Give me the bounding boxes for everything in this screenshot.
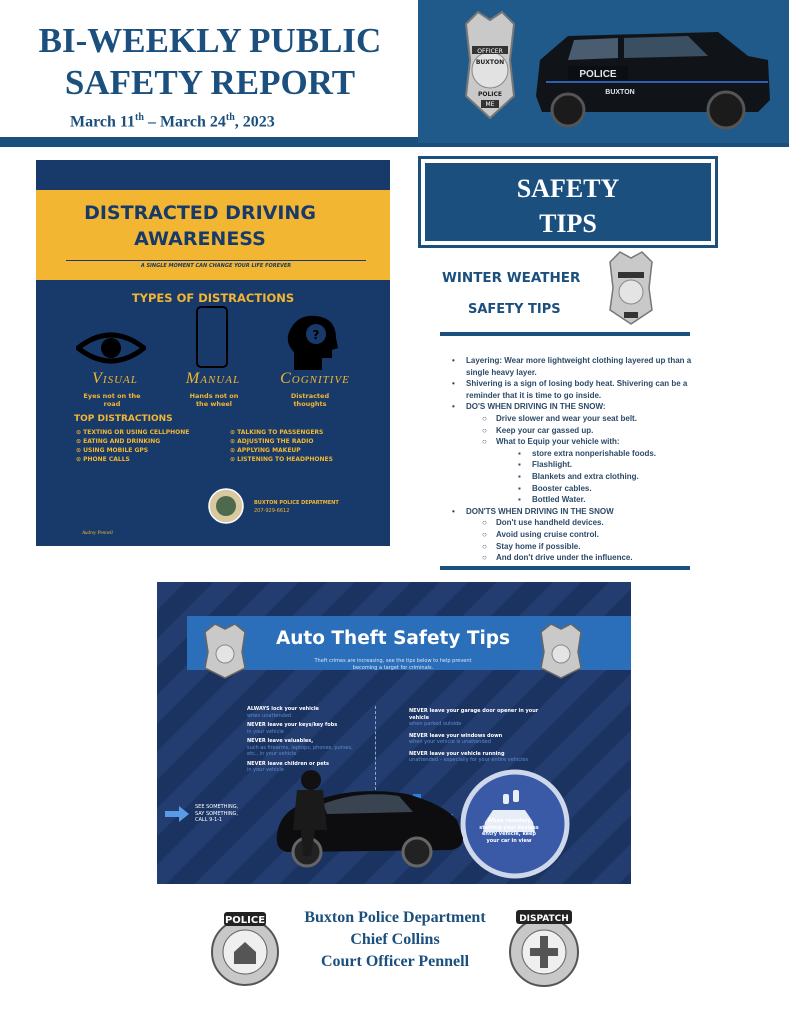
car-buxton-text: BUXTON (605, 89, 635, 96)
list-item: ⊙ EATING AND DRINKING (76, 438, 161, 445)
title-line-2: SAFETY REPORT (64, 63, 356, 102)
list-item: ⊙ LISTENING TO HEADPHONES (230, 456, 333, 463)
dd-title-line1: DISTRACTED DRIVING (84, 202, 316, 224)
svg-text:?: ? (312, 328, 320, 342)
badge-officer-text: OFFICER (477, 48, 503, 55)
dates-start-sup: th (135, 112, 144, 123)
at-subtitle: Theft crimes are increasing, see the tips below to help prevent becoming a target for criminals. (314, 658, 472, 671)
list-item: ⊙ TALKING TO PASSENGERS (230, 429, 324, 436)
thief-and-car-illustration (267, 760, 607, 884)
badge-police-text: POLICE (477, 91, 503, 98)
winter-bottom-rule (440, 566, 690, 570)
auto-theft-poster (157, 582, 631, 884)
distracted-driving-poster (36, 160, 390, 546)
dates-start: March 11 (70, 113, 136, 131)
report-title (0, 20, 420, 104)
seal-police-text: POLICE (224, 915, 266, 926)
list-item: ▪ Bottled Water. (518, 495, 586, 505)
dd-manual-desc: Hands not on the wheel (189, 392, 239, 408)
list-item: • Shivering is a sign of losing body heat. Shivering can be a reminder that it is time to go inside. (452, 379, 688, 400)
dispatch-seal-icon (508, 906, 580, 990)
dd-phone: 207-929-6612 (254, 508, 290, 514)
header-photo-panel (418, 0, 789, 143)
badge-buxton-text: BUXTON (475, 59, 505, 66)
list-item: ⊙ ADJUSTING THE RADIO (230, 438, 314, 445)
officer-badge-icon (466, 12, 514, 118)
list-item: ○ And don't drive under the influence. (482, 553, 633, 563)
list-item: • DO'S WHEN DRIVING IN THE SNOW: (452, 402, 606, 412)
title-line-1: BI-WEEKLY PUBLIC (38, 21, 382, 60)
police-seal-icon (210, 908, 280, 988)
list-item: ▪ store extra nonperishable foods. (518, 448, 657, 458)
dd-signature: Audrey Pennell (82, 531, 113, 536)
badge-me-text: ME (485, 101, 495, 108)
dd-visual-label: Visual (92, 370, 138, 387)
list-item: • Layering: Wear more lightweight clothing layered up than a single heavy layer. (452, 356, 692, 377)
list-item: ○ Stay home if possible. (482, 541, 581, 551)
list-item: ○ What to Equip your vehicle with: (482, 437, 620, 447)
list-item: ○ Don't use handheld devices. (482, 518, 604, 528)
at-title: Auto Theft Safety Tips (275, 628, 511, 649)
dd-types-heading: TYPES OF DISTRACTIONS (131, 291, 295, 305)
dd-title (50, 200, 350, 252)
list-item: NEVER leave children or pets in your vehicle (247, 760, 330, 773)
dd-manual-label: Manual (185, 370, 241, 387)
dd-subtitle-rule (66, 260, 366, 261)
at-remote-note: When remotely starting your keyless entry vehicle, keep your car in view (479, 818, 539, 844)
dd-visual-desc: Eyes not on the road (83, 392, 141, 408)
list-item: ○ Keep your car gassed up. (482, 425, 594, 435)
safety-tips-heading (425, 163, 711, 241)
list-item: ○ Avoid using cruise control. (482, 529, 599, 539)
badge-icon (606, 250, 656, 326)
list-item: ▪ Flashlight. (518, 460, 572, 470)
winter-tips-list (452, 355, 692, 564)
list-item: ⊙ PHONE CALLS (76, 456, 130, 463)
list-item: ⊙ APPLYING MAKEUP (230, 447, 301, 454)
dd-title-line2: AWARENESS (134, 228, 266, 250)
list-item: NEVER leave your garage door opener in your vehicle when parked outside (409, 708, 539, 727)
badge-icon (201, 622, 249, 680)
list-item: ⊙ TEXTING OR USING CELLPHONE (76, 429, 190, 436)
footer-officer: Court Officer Pennell (320, 953, 470, 970)
dates-year: , 2023 (234, 113, 275, 131)
report-dates (70, 112, 275, 131)
head-brain-icon (284, 312, 340, 372)
at-right-tips (409, 708, 559, 764)
list-item: ALWAYS lock your vehicle when unattended (247, 706, 319, 719)
safety-tips-line2: TIPS (539, 209, 597, 238)
list-item: ⊙ USING MOBILE GPS (76, 447, 149, 454)
dd-top-distractions-heading: TOP DISTRACTIONS (74, 414, 173, 424)
list-item: ▪ Booster cables. (518, 483, 592, 493)
winter-title-1: WINTER WEATHER (442, 270, 581, 286)
footer-department: Buxton Police Department (304, 909, 486, 926)
dates-end-sup: th (225, 112, 235, 123)
dd-left-list (76, 428, 236, 464)
eye-icon (76, 328, 146, 368)
seal-dispatch-text: DISPATCH (519, 914, 569, 924)
badge-icon (537, 622, 585, 680)
safety-tips-box (418, 156, 718, 248)
dd-right-list (230, 428, 390, 464)
footer-chief: Chief Collins (350, 931, 440, 948)
at-see-something: SEE SOMETHING, SAY SOMETHING, CALL 9-1-1 (195, 804, 239, 823)
police-seal-icon (208, 488, 244, 524)
dd-subtitle: A SINGLE MOMENT CAN CHANGE YOUR LIFE FOREVER (140, 263, 292, 269)
list-item: • DON'TS WHEN DRIVING IN THE SNOW (452, 506, 614, 516)
dates-end: – March 24 (143, 113, 226, 131)
winter-title-2: SAFETY TIPS (468, 302, 561, 317)
list-item: NEVER leave your vehicle running unattended – especially for your entire vehicles (409, 750, 529, 763)
list-item: ○ Drive slower and wear your seat belt. (482, 413, 637, 423)
list-item: NEVER leave your keys/key fobs in your vehicle (247, 722, 338, 735)
winter-safety-panel (440, 250, 690, 572)
dd-cognitive-label: Cognitive (280, 370, 350, 387)
dd-cognitive-desc: Distracted thoughts (290, 392, 330, 408)
police-car-photo (418, 0, 789, 143)
arrow-right-icon (165, 806, 189, 822)
list-item: NEVER leave valuables, such as firearms, laptops, phones, purses, etc., in your vehicle (247, 738, 353, 757)
phone-icon (196, 306, 228, 368)
winter-top-rule (440, 332, 690, 336)
car-police-text: POLICE (579, 69, 617, 80)
dd-dept: BUXTON POLICE DEPARTMENT (254, 500, 339, 506)
list-item: NEVER leave your windows down when your vehicle is unattended (409, 732, 503, 745)
safety-tips-line1: SAFETY (516, 174, 620, 203)
footer-credits (280, 907, 510, 973)
list-item: ▪ Blankets and extra clothing. (518, 471, 639, 481)
